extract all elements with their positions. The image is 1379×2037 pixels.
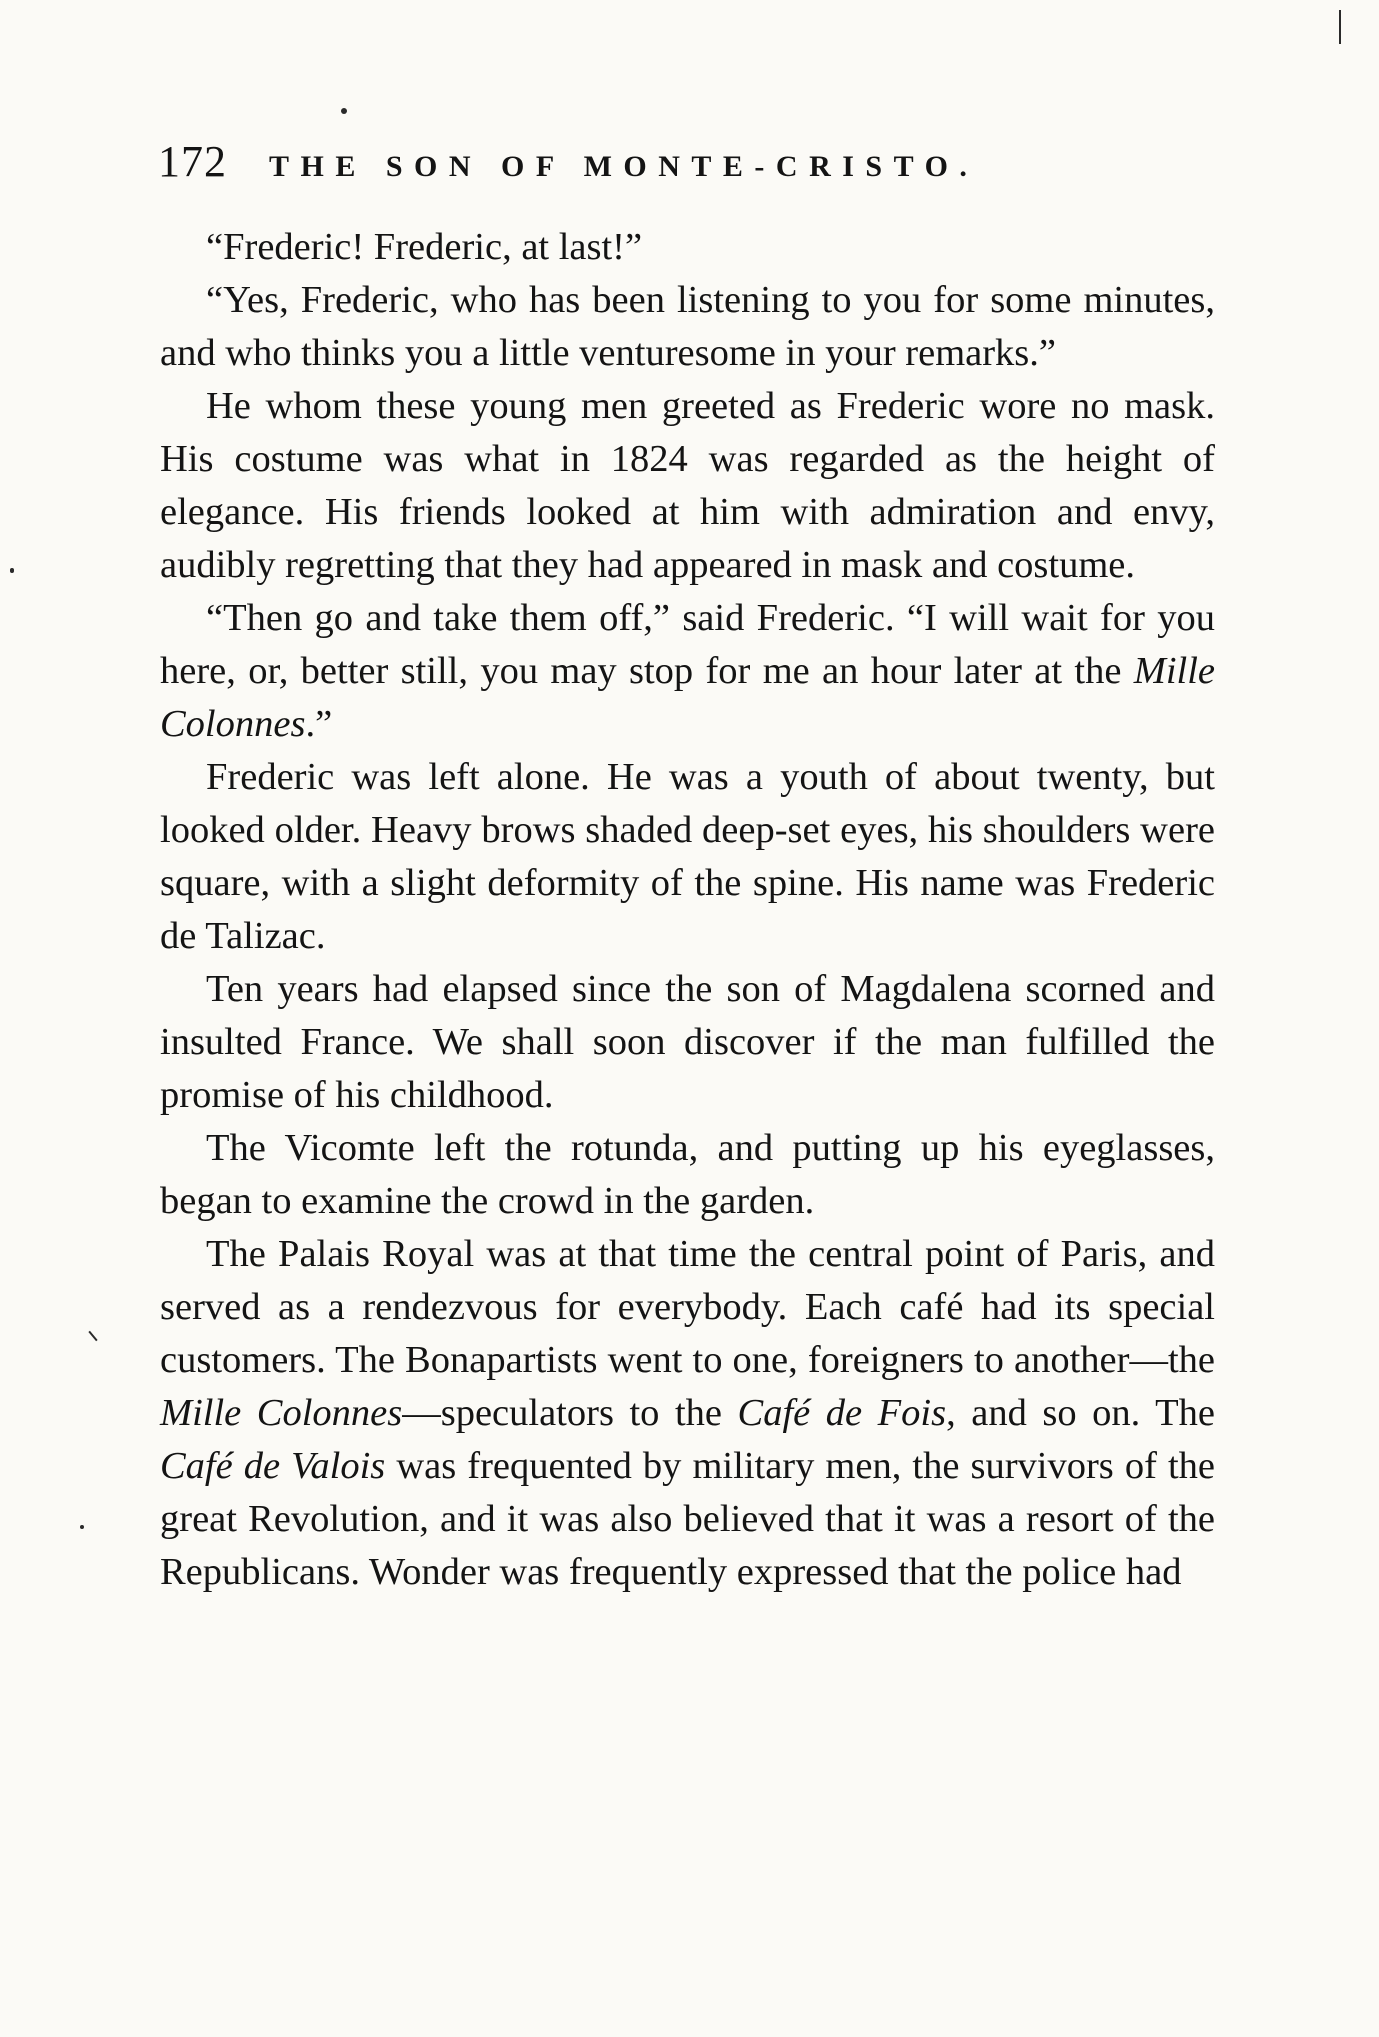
italic-title: Café de Valois: [160, 1445, 386, 1487]
body-text: [160, 221, 1215, 1599]
paragraph: [160, 274, 1215, 380]
page-number: 172: [158, 137, 227, 186]
scan-speck: [10, 568, 14, 573]
page-header: [158, 136, 1218, 196]
paragraph: [160, 221, 1215, 274]
italic-title: Mille Colonnes: [160, 1392, 403, 1434]
italic-title: Mille Colonnes: [160, 650, 1215, 745]
italic-title: Café de Fois: [737, 1392, 947, 1434]
scan-speck: [88, 1331, 97, 1341]
scan-speck: [1339, 10, 1341, 44]
text-run: , and so on. The: [946, 1392, 1215, 1434]
paragraph: [160, 1122, 1215, 1228]
text-run: —speculators to the: [402, 1392, 738, 1434]
paragraph: [160, 380, 1215, 592]
text-run: The Palais Royal was at that time the central point of Paris, and served as a rendezvous for everybody. Each café had its special customers. The Bonapartists went to one, foreigners to another—the: [160, 1233, 1215, 1381]
scan-speck: [341, 108, 347, 114]
text-run: “Frederic! Frederic, at last!”: [206, 226, 643, 268]
text-run: Ten years had elapsed since the son of Magdalena scorned and insulted France. We shall soon discover if the man fulfilled the promise of his childhood.: [160, 968, 1215, 1116]
text-run: He whom these young men greeted as Frederic wore no mask. His costume was what in 1824 was regarded as the height of elegance. His friends looked at him with admiration and envy, audibly regretting that they had appeared in mask and costume.: [160, 385, 1215, 586]
paragraph: [160, 963, 1215, 1122]
text-run: The Vicomte left the rotunda, and putting up his eyeglasses, began to examine the crowd in the garden.: [160, 1127, 1215, 1222]
text-run: “Then go and take them off,” said Frederic. “I will wait for you here, or, better still, you may stop for me an hour later at the: [160, 597, 1215, 692]
text-run: Frederic was left alone. He was a youth of about twenty, but looked older. Heavy brows shaded deep-set eyes, his shoulders were square, with a slight deformity of the spine. His name was Frederic de Talizac.: [160, 756, 1215, 957]
paragraph: [160, 1228, 1215, 1599]
paragraph: [160, 592, 1215, 751]
text-run: .”: [305, 703, 333, 745]
running-title: THE SON OF MONTE-CRISTO.: [269, 150, 979, 183]
text-run: was frequented by military men, the survivors of the great Revolution, and it was also believed that it was a resort of the Republicans. Wonder was frequently expressed that the police had: [160, 1445, 1215, 1593]
paragraph: [160, 751, 1215, 963]
text-run: “Yes, Frederic, who has been listening to you for some minutes, and who thinks you a little venturesome in your remarks.”: [160, 279, 1215, 374]
scan-speck: [80, 1525, 84, 1529]
